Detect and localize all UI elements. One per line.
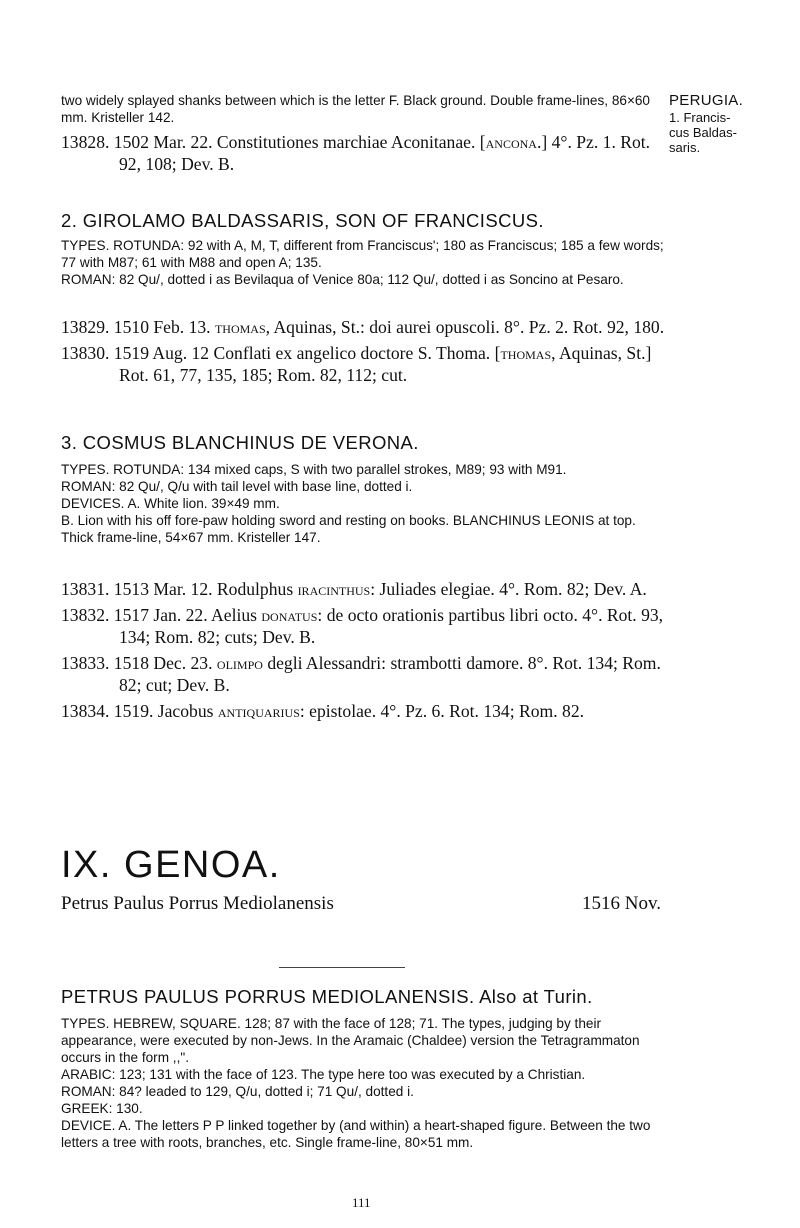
chapter-title-genoa: IX. GENOA. xyxy=(61,844,281,886)
section-heading-baldassaris: 2. GIROLAMO BALDASSARIS, SON OF FRANCISCUS. xyxy=(61,210,544,231)
types-genoa: TYPES. HEBREW, SQUARE. 128; 87 with the face of 128; 71. The types, judging by their appearance, were executed by non-Jews. In the Aramaic (Chaldee) version the Tetragrammaton occurs in the form ,,". ARABIC: 123; 131 with the face of 123. The type here too was executed by a Christian. ROMAN: 84? leaded to 129, Q/u, dotted i; 71 Qu/, dotted i. GREEK: 130. DEVICE. A. The letters P P linked together by (and within) a heart-shaped figure. Between the two letters a tree with roots, branches, etc. Single frame-line, 80×51 mm. xyxy=(61,1016,651,1150)
catalogue-entry: 13829. 1510 Feb. 13. thomas, Aquinas, St.: doi aurei opuscoli. 8°. Pz. 2. Rot. 92, 180. xyxy=(61,317,665,337)
catalogue-entry-13828: 13828. 1502 Mar. 22. Constitutiones marchiae Aconitanae. [ancona.] 4°. Pz. 1. Rot. 92, 108; Dev. B. xyxy=(61,132,651,174)
entry-number: 13828. xyxy=(61,132,110,152)
section-heading-porrus: PETRUS PAULUS PORRUS MEDIOLANENSIS. Also at Turin. xyxy=(61,986,593,1007)
catalogue-entry: 13834. 1519. Jacobus antiquarius: epistolae. 4°. Pz. 6. Rot. 134; Rom. 82. xyxy=(61,701,585,721)
catalogue-entry: 13831. 1513 Mar. 12. Rodulphus iracinthus: Juliades elegiae. 4°. Rom. 82; Dev. A. xyxy=(61,579,647,599)
catalogue-entry: 13833. 1518 Dec. 23. olimpo degli Alessandri: strambotti damore. 8°. Rot. 134; Rom. 82; cut; Dev. B. xyxy=(61,653,661,695)
printer-line: Petrus Paulus Porrus Mediolanensis 1516 Nov. xyxy=(61,893,661,914)
margin-city: PERUGIA. xyxy=(669,92,744,109)
device-description-continued: two widely splayed shanks between which is the letter F. Black ground. Double frame-lines, 86×60 mm. Kristeller 142. xyxy=(61,93,650,125)
section-heading-blanchinus: 3. COSMUS BLANCHINUS DE VERONA. xyxy=(61,432,419,453)
catalogue-entry: 13832. 1517 Jan. 22. Aelius donatus: de octo orationis partibus libri octo. 4°. Rot. 93, 134; Rom. 82; cuts; Dev. B. xyxy=(61,605,664,647)
catalogue-entries-section-3 xyxy=(61,578,665,726)
page-number: 111 xyxy=(352,1195,371,1210)
catalogue-entries-section-2 xyxy=(61,316,665,390)
divider-rule xyxy=(279,967,405,968)
types-section-2: TYPES. ROTUNDA: 92 with A, M, T, different from Franciscus'; 180 as Franciscus; 185 a few words; 77 with M87; 61 with M88 and open A; 135. ROMAN: 82 Qu/, dotted i as Bevilaqua of Venice 80a; 112 Qu/, dotted i as Soncino at Pesaro. xyxy=(61,238,664,287)
types-section-3: TYPES. ROTUNDA: 134 mixed caps, S with two parallel strokes, M89; 93 with M91. ROMAN: 82 Qu/, Q/u with tail level with base line, dotted i. DEVICES. A. White lion. 39×49 mm. B. Lion with his off fore-paw holding sword and resting on books. BLANCHINUS LEONIS at top. Thick frame-line, 54×67 mm. Kristeller 147. xyxy=(61,462,636,545)
margin-note: PERUGIA. 1. Francis- cus Baldas- saris. xyxy=(669,92,797,155)
catalogue-entry: 13830. 1519 Aug. 12 Conflati ex angelico doctore S. Thoma. [thomas, Aquinas, St.] Rot. 61, 77, 135, 185; Rom. 82, 112; cut. xyxy=(61,343,652,385)
